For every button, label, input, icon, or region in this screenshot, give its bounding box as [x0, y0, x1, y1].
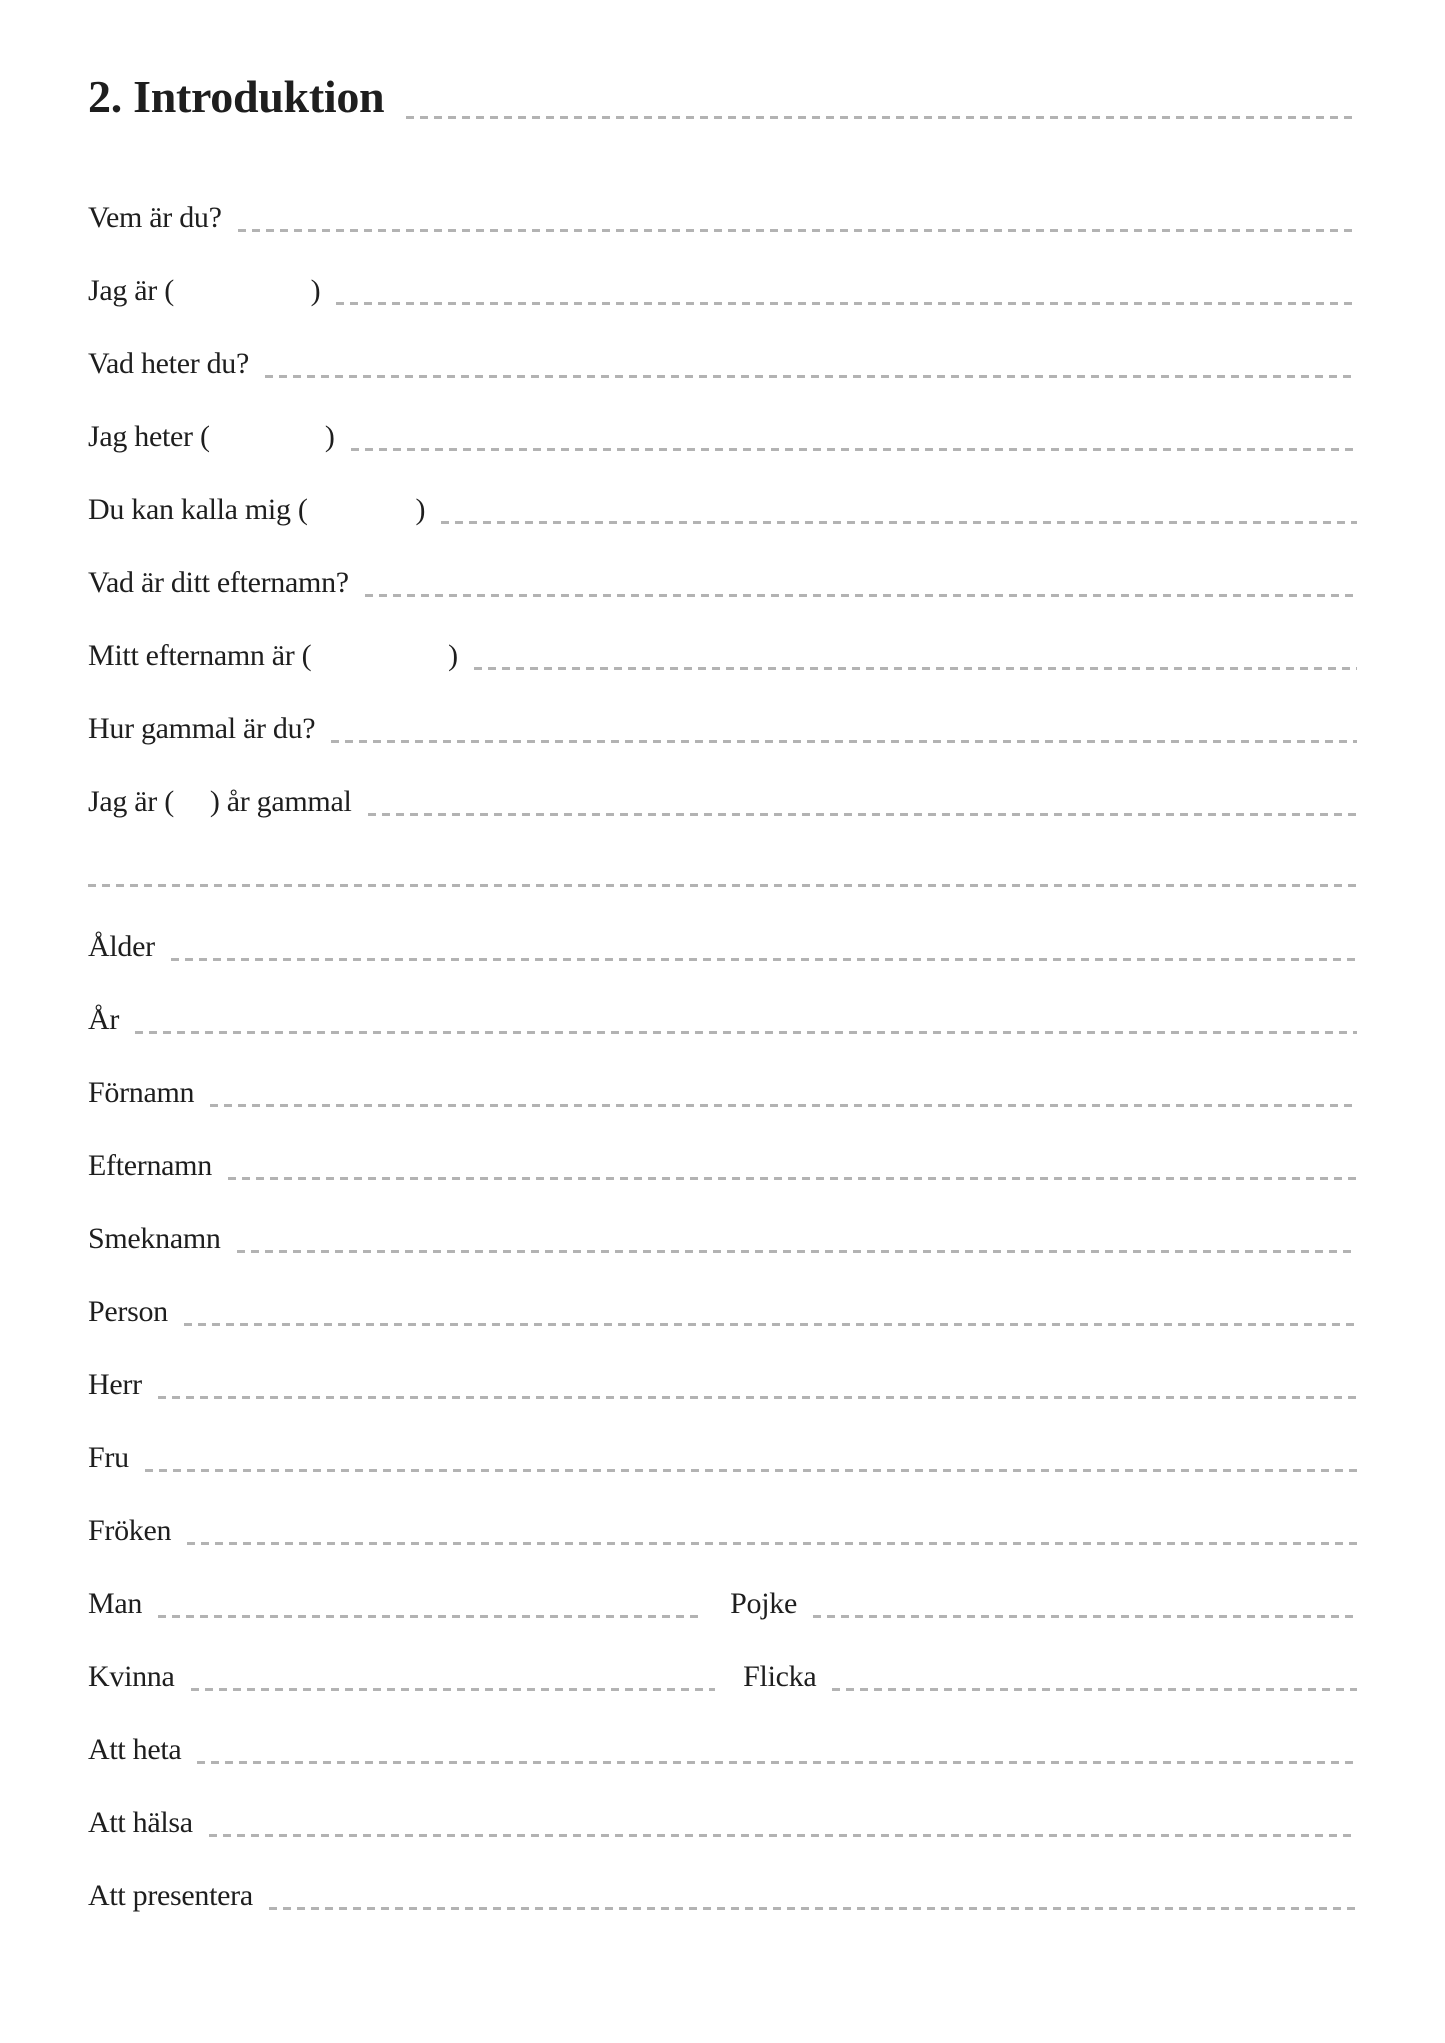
- question-row: [88, 272, 1357, 310]
- vocab-row: [88, 1220, 1357, 1258]
- answer-dotted-line: [474, 667, 1357, 670]
- answer-dotted-line: [191, 1688, 716, 1691]
- page-title: 2. Introduktion: [88, 71, 385, 122]
- question-row: [88, 418, 1357, 456]
- answer-dotted-line: [158, 1615, 702, 1618]
- answer-dotted-line: [135, 1031, 1357, 1034]
- vocab-label: Ålder: [88, 930, 155, 963]
- vocab-label: Förnamn: [88, 1076, 195, 1109]
- vocab-row: [88, 1147, 1357, 1185]
- answer-dotted-line: [184, 1323, 1357, 1326]
- answer-dotted-line: [269, 1907, 1357, 1910]
- verb-label: Att presentera: [88, 1879, 253, 1912]
- answer-dotted-line: [813, 1615, 1357, 1618]
- vocab-row: [88, 1512, 1357, 1550]
- answer-dotted-line: [197, 1761, 1357, 1764]
- question-label: Du kan kalla mig ( ): [88, 493, 426, 526]
- answer-dotted-line: [238, 229, 1357, 232]
- verb-label: Att hälsa: [88, 1806, 193, 1839]
- vocab-pair-row: [88, 1585, 1357, 1623]
- question-row: [88, 199, 1357, 237]
- question-label: Hur gammal är du?: [88, 712, 316, 745]
- vocab-label-right: Pojke: [730, 1587, 797, 1620]
- verb-row: [88, 1877, 1357, 1915]
- vocab-row: [88, 1074, 1357, 1112]
- answer-dotted-line: [441, 521, 1357, 524]
- answer-dotted-line: [210, 1104, 1357, 1107]
- vocab-label-right: Flicka: [743, 1660, 817, 1693]
- question-label: Jag är ( ): [88, 274, 321, 307]
- question-row: [88, 710, 1357, 748]
- question-row: [88, 491, 1357, 529]
- answer-dotted-line: [228, 1177, 1357, 1180]
- vocab-label: År: [88, 1003, 120, 1036]
- verb-row: [88, 1804, 1357, 1842]
- verb-row: [88, 1731, 1357, 1769]
- vocab-row: [88, 1293, 1357, 1331]
- question-label: Vem är du?: [88, 201, 222, 234]
- answer-dotted-line: [351, 448, 1357, 451]
- answer-dotted-line: [209, 1834, 1357, 1837]
- question-row: [88, 637, 1357, 675]
- answer-dotted-line: [336, 302, 1357, 305]
- vocab-label: Smeknamn: [88, 1222, 221, 1255]
- question-label: Vad är ditt efternamn?: [88, 566, 349, 599]
- answer-dotted-line: [158, 1396, 1357, 1399]
- title-dotted-line: [406, 116, 1357, 119]
- vocab-label-left: Kvinna: [88, 1660, 175, 1693]
- vocab-row: [88, 1001, 1357, 1039]
- section-title-row: [88, 72, 1357, 122]
- answer-dotted-line: [832, 1688, 1357, 1691]
- answer-dotted-line: [145, 1469, 1357, 1472]
- answer-dotted-line: [171, 958, 1357, 961]
- vocab-label-left: Man: [88, 1587, 143, 1620]
- answer-dotted-line: [187, 1542, 1357, 1545]
- verb-label: Att heta: [88, 1733, 182, 1766]
- vocab-label: Fru: [88, 1441, 129, 1474]
- question-row: [88, 345, 1357, 383]
- vocab-pair-row: [88, 1658, 1357, 1696]
- vocab-row: [88, 928, 1357, 966]
- vocab-row: [88, 1366, 1357, 1404]
- answer-dotted-line: [265, 375, 1357, 378]
- vocab-label: Fröken: [88, 1514, 172, 1547]
- question-label: Vad heter du?: [88, 347, 250, 380]
- question-label: Jag heter ( ): [88, 420, 335, 453]
- vocab-label: Efternamn: [88, 1149, 212, 1182]
- answer-dotted-line: [331, 740, 1357, 743]
- section-separator-dotted-line: [88, 884, 1357, 887]
- answer-dotted-line: [365, 594, 1357, 597]
- question-label: Mitt efternamn är ( ): [88, 639, 458, 672]
- question-row: [88, 783, 1357, 821]
- question-label: Jag är ( ) år gammal: [88, 785, 352, 818]
- vocab-label: Person: [88, 1295, 168, 1328]
- answer-dotted-line: [368, 813, 1357, 816]
- vocab-row: [88, 1439, 1357, 1477]
- answer-dotted-line: [237, 1250, 1357, 1253]
- vocab-label: Herr: [88, 1368, 142, 1401]
- question-row: [88, 564, 1357, 602]
